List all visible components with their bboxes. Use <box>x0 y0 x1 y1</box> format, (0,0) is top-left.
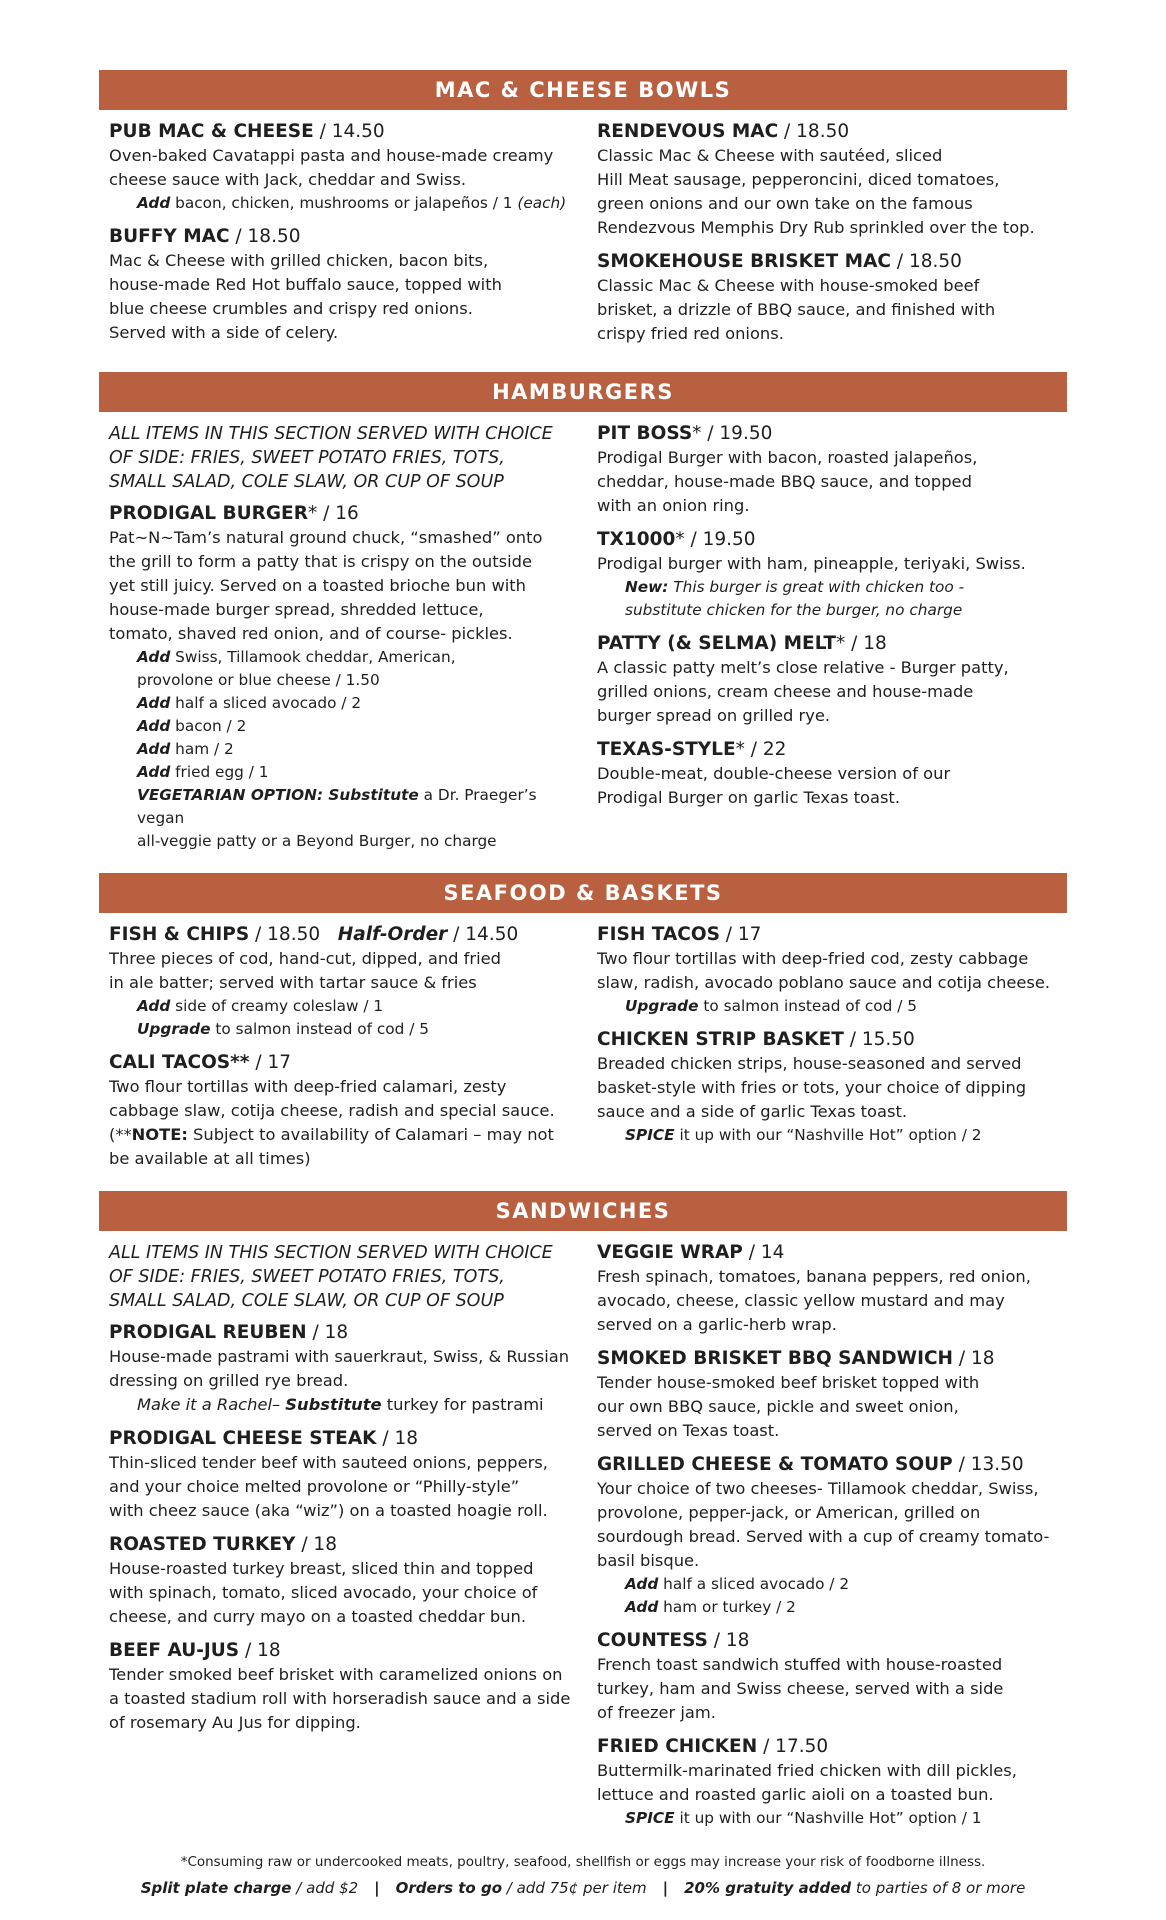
availability-note: (**NOTE: Subject to availability of Calamari – may not <box>109 1125 554 1144</box>
item-name: TEXAS-STYLE <box>597 739 736 760</box>
item-name: CALI TACOS** <box>109 1052 250 1073</box>
seafood-header: SEAFOOD & BASKETS <box>99 873 1067 913</box>
addon: Add Swiss, Tillamook cheddar, American, <box>137 648 456 666</box>
sandwiches-header: SANDWICHES <box>99 1191 1067 1231</box>
menu-item-texas-style: TEXAS-STYLE* / 22 Double-meat, double-cheese version of our Prodigal Burger on garlic Texas toast. <box>597 739 951 807</box>
item-name: PRODIGAL BURGER <box>109 503 308 524</box>
menu-item-tx1000: TX1000* / 19.50 Prodigal burger with ham, pineapple, teriyaki, Swiss. New: This burger is great with chicken too - substitute chicken for the burger, no charge <box>597 528 1057 622</box>
addon: Add fried egg / 1 <box>137 763 269 781</box>
item-price: / 19.50 <box>701 423 773 444</box>
item-price: / 16 <box>317 503 359 524</box>
addon: Add bacon / 2 <box>137 717 247 735</box>
menu-item-fish-tacos: FISH TACOS / 17 Two flour tortillas with deep-fried cod, zesty cabbage slaw, radish, avocado poblano sauce and cotija cheese. Upgrade to salmon instead of cod / 5 <box>597 923 1057 1018</box>
item-price: / 22 <box>744 739 787 760</box>
item-price: / 19.50 <box>684 529 756 550</box>
addon: Add half a sliced avocado / 2 <box>625 1575 850 1593</box>
item-price: / 18.50 <box>249 924 321 945</box>
menu-item-buffy-mac: BUFFY MAC / 18.50 Mac & Cheese with grilled chicken, bacon bits, house-made Red Hot buffalo sauce, topped with blue cheese crumbles and crispy red onions. Served with a side of celery. <box>109 226 502 342</box>
item-name: COUNTESS <box>597 1630 708 1651</box>
addon-cont: provolone or blue cheese / 1.50 <box>137 671 380 689</box>
item-name: VEGGIE WRAP <box>597 1242 743 1263</box>
spice-option: SPICE it up with our “Nashville Hot” option / 2 <box>625 1126 982 1144</box>
menu-item-grilled-cheese-soup: GRILLED CHEESE & TOMATO SOUP / 13.50 Your choice of two cheeses- Tillamook cheddar, Swiss, provolone, pepper-jack, or American, grilled on sourdough bread. Served with a cup of creamy tomato- basil bisque. Add half a sliced avocado / 2 Add ham or turkey / 2 <box>597 1453 1057 1619</box>
item-name: PRODIGAL CHEESE STEAK <box>109 1428 377 1449</box>
item-name: PRODIGAL REUBEN <box>109 1322 307 1343</box>
vegetarian-option: VEGETARIAN OPTION: Substitute a Dr. Praeger’s vegan <box>137 786 537 827</box>
addon: Add side of creamy coleslaw / 1 <box>137 997 384 1015</box>
addon: Add ham / 2 <box>137 740 234 758</box>
item-name: RENDEVOUS MAC <box>597 121 779 142</box>
menu-item-pit-boss: PIT BOSS* / 19.50 Prodigal Burger with bacon, roasted jalapeños, cheddar, house-made BBQ sauce, and topped with an onion ring. <box>597 423 978 515</box>
item-price: / 17 <box>719 924 762 945</box>
item-name: BEEF AU-JUS <box>109 1640 240 1661</box>
item-price: / 15.50 <box>843 1029 915 1050</box>
item-price: / 18.50 <box>778 121 850 142</box>
menu-item-prodigal-reuben: PRODIGAL REUBEN / 18 House-made pastrami with sauerkraut, Swiss, & Russian dressing on grilled rye bread. Make it a Rachel– Substitute turkey for pastrami <box>109 1321 587 1417</box>
item-name: SMOKED BRISKET BBQ SANDWICH <box>597 1348 954 1369</box>
menu-item-smokehouse-mac: SMOKEHOUSE BRISKET MAC / 18.50 Classic Mac & Cheese with house-smoked beef brisket, a drizzle of BBQ sauce, and finished with crispy fried red onions. <box>597 251 996 343</box>
burgers-header: HAMBURGERS <box>99 372 1067 412</box>
foodborne-warning: *Consuming raw or undercooked meats, poultry, seafood, shellfish or eggs may increase your risk of foodborne illness. <box>180 1854 986 1870</box>
item-name: TX1000 <box>597 529 676 550</box>
new-note: New: This burger is great with chicken too - <box>625 578 965 596</box>
item-name: BUFFY MAC <box>109 226 230 247</box>
item-price: / 13.50 <box>952 1454 1024 1475</box>
policies: Split plate charge / add $2 | Orders to go / add 75¢ per item | 20% gratuity added to parties of 8 or more <box>140 1879 1026 1897</box>
menu-item-prodigal-burger: PRODIGAL BURGER* / 16 Pat~N~Tam’s natural ground chuck, “smashed” onto the grill to form a patty that is crispy on the outside yet still juicy. Served on a toasted brioche bun with house-made burger spread, shredded lettuce, tomato, shaved red onion, and of course- pickles. Add Swiss, Tillamook cheddar, American, provolone or blue cheese / 1.50 Add half a sliced avocado / 2 Add bacon / 2 Add ham / 2 Add fried egg / 1 VEGETARIAN OPTION: Substitute a Dr. Praeger’s vegan all-veggie patty or a Beyond Burger, no charge <box>109 502 587 853</box>
mac-header: MAC & CHEESE BOWLS <box>99 70 1067 110</box>
item-price: / 14 <box>742 1242 785 1263</box>
mac-section <box>99 70 1067 356</box>
menu-item-patty-melt: PATTY (& SELMA) MELT* / 18 A classic patty melt’s close relative - Burger patty, grilled onions, cream cheese and house-made burger spread on grilled rye. <box>597 633 1009 725</box>
menu-item-brisket-bbq-sandwich: SMOKED BRISKET BBQ SANDWICH / 18 Tender house-smoked beef brisket topped with our own BBQ sauce, pickle and sweet onion, served on Texas toast. <box>597 1348 995 1440</box>
item-price: / 18 <box>707 1630 750 1651</box>
section-note: ALL ITEMS IN THIS SECTION SERVED WITH CHOICE OF SIDE: FRIES, SWEET POTATO FRIES, TOTS, SMALL SALAD, COLE SLAW, OR CUP OF SOUP <box>109 424 553 492</box>
item-name: CHICKEN STRIP BASKET <box>597 1029 844 1050</box>
item-price: / 18.50 <box>229 226 301 247</box>
seafood-section <box>99 873 1067 1181</box>
menu-item-roasted-turkey: ROASTED TURKEY / 18 House-roasted turkey breast, sliced thin and topped with spinach, tomato, sliced avocado, your choice of cheese, and curry mayo on a toasted cheddar bun. <box>109 1534 538 1626</box>
rachel-option: Make it a Rachel– Substitute turkey for pastrami <box>137 1395 544 1414</box>
menu-item-veggie-wrap: VEGGIE WRAP / 14 Fresh spinach, tomatoes, banana peppers, red onion, avocado, cheese, classic yellow mustard and may served on a garlic-herb wrap. <box>597 1242 1031 1334</box>
menu-item-cheese-steak: PRODIGAL CHEESE STEAK / 18 Thin-sliced tender beef with sauteed onions, peppers, and your choice melted provolone or “Philly-style” with cheez sauce (aka “wiz”) on a toasted hoagie roll. <box>109 1428 548 1520</box>
item-price: / 14.50 <box>313 121 385 142</box>
item-price: / 18 <box>845 633 887 654</box>
item-name: PATTY (& SELMA) MELT <box>597 633 837 654</box>
menu-item-fried-chicken: FRIED CHICKEN / 17.50 Buttermilk-marinated fried chicken with dill pickles, lettuce and roasted garlic aioli on a toasted bun. SPICE it up with our “Nashville Hot” option / 1 <box>597 1735 1057 1830</box>
item-price: / 18 <box>239 1640 281 1661</box>
item-price: / 18 <box>306 1322 349 1343</box>
item-name: FRIED CHICKEN <box>597 1736 758 1757</box>
sandwiches-section <box>99 1191 1067 1840</box>
menu-item-cali-tacos: CALI TACOS** / 17 Two flour tortillas with deep-fried calamari, zesty cabbage slaw, cotija cheese, radish and special sauce. (**NOTE: Subject to availability of Calamari – may not be available at all times) <box>109 1051 587 1171</box>
item-price: / 18 <box>953 1348 995 1369</box>
menu-item-chicken-strip-basket: CHICKEN STRIP BASKET / 15.50 Breaded chicken strips, house-seasoned and served basket-style with fries or tots, your choice of dipping sauce and a side of garlic Texas toast. SPICE it up with our “Nashville Hot” option / 2 <box>597 1028 1057 1147</box>
item-price: / 18.50 <box>890 251 962 272</box>
item-price: / 17.50 <box>757 1736 829 1757</box>
menu-item-countess: COUNTESS / 18 French toast sandwich stuffed with house-roasted turkey, ham and Swiss cheese, served with a side of freezer jam. <box>597 1630 1004 1722</box>
item-price: / 18 <box>295 1534 337 1555</box>
item-name: GRILLED CHEESE & TOMATO SOUP <box>597 1454 953 1475</box>
item-name: PIT BOSS <box>597 423 693 444</box>
item-name: FISH TACOS <box>597 924 720 945</box>
menu-item-fish-chips: FISH & CHIPS / 18.50 Half-Order / 14.50 Three pieces of cod, hand-cut, dipped, and fried in ale batter; served with tartar sauce & fries Add side of creamy coleslaw / 1 Upgrade to salmon instead of cod / 5 <box>109 923 587 1041</box>
menu-item-pub-mac: PUB MAC & CHEESE / 14.50 Oven-baked Cavatappi pasta and house-made creamy cheese sauce with Jack, cheddar and Swiss. Add bacon, chicken, mushrooms or jalapeños / 1 (each) <box>109 120 587 215</box>
addon: Add ham or turkey / 2 <box>625 1598 796 1616</box>
menu-item-beef-au-jus: BEEF AU-JUS / 18 Tender smoked beef brisket with caramelized onions on a toasted stadium roll with horseradish sauce and a side of rosemary Au Jus for dipping. <box>109 1640 571 1732</box>
upgrade: Upgrade to salmon instead of cod / 5 <box>137 1020 429 1038</box>
burgers-section <box>99 372 1067 863</box>
addon: Add bacon, chicken, mushrooms or jalapeños / 1 (each) <box>137 194 567 212</box>
item-name: SMOKEHOUSE BRISKET MAC <box>597 251 891 272</box>
item-name: PUB MAC & CHEESE <box>109 121 314 142</box>
item-name: ROASTED TURKEY <box>109 1534 296 1555</box>
menu-item-rendevous-mac: RENDEVOUS MAC / 18.50 Classic Mac & Cheese with sautéed, sliced Hill Meat sausage, pepperoncini, diced tomatoes, green onions and our own take on the famous Rendezvous Memphis Dry Rub sprinkled over the top. <box>597 121 1035 237</box>
spice-option: SPICE it up with our “Nashville Hot” option / 1 <box>625 1809 982 1827</box>
item-name: FISH & CHIPS <box>109 924 250 945</box>
addon: Add half a sliced avocado / 2 <box>137 694 362 712</box>
item-price: / 18 <box>376 1428 419 1449</box>
section-note: ALL ITEMS IN THIS SECTION SERVED WITH CHOICE OF SIDE: FRIES, SWEET POTATO FRIES, TOTS, SMALL SALAD, COLE SLAW, OR CUP OF SOUP <box>109 1243 553 1311</box>
item-price: / 17 <box>249 1052 292 1073</box>
upgrade: Upgrade to salmon instead of cod / 5 <box>625 997 917 1015</box>
